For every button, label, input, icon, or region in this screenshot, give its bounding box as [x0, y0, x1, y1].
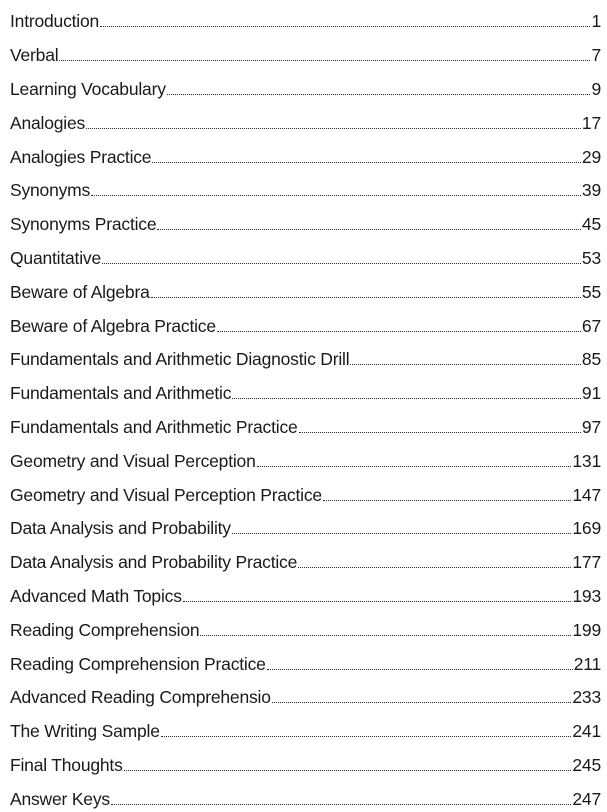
- toc-entry-page: 85: [581, 349, 601, 369]
- dot-leader: [91, 175, 581, 196]
- toc-entry-title: Advanced Reading Comprehensio: [10, 687, 271, 707]
- dot-leader: [161, 716, 572, 737]
- toc-entry-title: Learning Vocabulary: [10, 79, 166, 99]
- toc-entry-page: 131: [572, 451, 601, 471]
- toc-entry-title: The Writing Sample: [10, 721, 160, 741]
- dot-leader: [100, 6, 590, 27]
- toc-entry[interactable]: [10, 512, 601, 538]
- dot-leader: [124, 750, 572, 771]
- dot-leader: [232, 378, 581, 399]
- toc-entry[interactable]: [10, 715, 601, 741]
- toc-entry[interactable]: [10, 73, 601, 99]
- toc-entry[interactable]: [10, 276, 601, 302]
- toc-entry-title: Final Thoughts: [10, 755, 123, 775]
- toc-entry-page: 1: [591, 11, 601, 31]
- dot-leader: [167, 74, 591, 95]
- toc-entry-title: Fundamentals and Arithmetic: [10, 383, 232, 403]
- dot-leader: [299, 412, 581, 433]
- toc-entry[interactable]: [10, 783, 601, 809]
- toc-entry-page: 17: [581, 113, 601, 133]
- toc-entry-page: 169: [572, 518, 601, 538]
- toc-entry-page: 199: [572, 620, 601, 640]
- toc-entry[interactable]: [10, 174, 601, 200]
- toc-entry[interactable]: [10, 377, 601, 403]
- dot-leader: [232, 513, 572, 534]
- toc-entry-title: Data Analysis and Probability: [10, 518, 231, 538]
- dot-leader: [86, 108, 581, 129]
- toc-entry[interactable]: [10, 580, 601, 606]
- toc-entry[interactable]: [10, 242, 601, 268]
- toc-entry-title: Advanced Math Topics: [10, 586, 182, 606]
- toc-entry-title: Reading Comprehension: [10, 620, 200, 640]
- dot-leader: [111, 784, 571, 805]
- toc-entry-title: Fundamentals and Arithmetic Diagnostic Drill: [10, 349, 350, 369]
- toc-entry[interactable]: [10, 343, 601, 369]
- dot-leader: [350, 344, 581, 365]
- dot-leader: [267, 649, 573, 670]
- dot-leader: [157, 209, 581, 230]
- dot-leader: [200, 615, 571, 636]
- toc-entry-page: 97: [581, 417, 601, 437]
- dot-leader: [59, 40, 590, 61]
- toc-entry-page: 39: [581, 180, 601, 200]
- toc-entry-page: 247: [572, 789, 601, 809]
- toc-entry[interactable]: [10, 749, 601, 775]
- toc-entry-title: Geometry and Visual Perception Practice: [10, 485, 322, 505]
- toc-entry-page: 67: [581, 316, 601, 336]
- toc-entry-page: 177: [572, 552, 601, 572]
- toc-entry-title: Analogies: [10, 113, 86, 133]
- toc-entry-page: 241: [572, 721, 601, 741]
- toc-entry-title: Geometry and Visual Perception: [10, 451, 256, 471]
- toc-entry[interactable]: [10, 614, 601, 640]
- toc-entry-title: Quantitative: [10, 248, 101, 268]
- dot-leader: [102, 243, 581, 264]
- toc-entry-page: 7: [591, 45, 601, 65]
- dot-leader: [151, 277, 581, 298]
- toc-entry-title: Beware of Algebra Practice: [10, 316, 216, 336]
- toc-entry-page: 55: [581, 282, 601, 302]
- toc-entry[interactable]: [10, 681, 601, 707]
- toc-entry-title: Fundamentals and Arithmetic Practice: [10, 417, 298, 437]
- toc-entry-page: 193: [572, 586, 601, 606]
- dot-leader: [323, 480, 571, 501]
- toc-entry-title: Reading Comprehension Practice: [10, 654, 266, 674]
- toc-entry[interactable]: [10, 411, 601, 437]
- toc-entry-title: Introduction: [10, 11, 100, 31]
- toc-entry-page: 45: [581, 214, 601, 234]
- toc-entry[interactable]: [10, 310, 601, 336]
- toc-entry-page: 147: [572, 485, 601, 505]
- dot-leader: [272, 682, 572, 703]
- toc-entry-title: Synonyms: [10, 180, 91, 200]
- toc-entry-page: 53: [581, 248, 601, 268]
- dot-leader: [298, 547, 571, 568]
- toc-entry[interactable]: [10, 107, 601, 133]
- toc-entry-page: 91: [581, 383, 601, 403]
- toc-entry-title: Beware of Algebra: [10, 282, 150, 302]
- toc-entry-page: 233: [572, 687, 601, 707]
- dot-leader: [183, 581, 572, 602]
- toc-entry[interactable]: [10, 648, 601, 674]
- dot-leader: [257, 446, 572, 467]
- toc-entry[interactable]: [10, 546, 601, 572]
- toc-entry[interactable]: [10, 5, 601, 31]
- toc-entry-title: Data Analysis and Probability Practice: [10, 552, 298, 572]
- toc-entry-title: Synonyms Practice: [10, 214, 157, 234]
- toc-entry-title: Verbal: [10, 45, 59, 65]
- toc-entry[interactable]: [10, 479, 601, 505]
- toc-entry-title: Answer Keys: [10, 789, 110, 809]
- toc-entry-page: 29: [581, 147, 601, 167]
- toc-entry-page: 211: [573, 654, 601, 674]
- dot-leader: [152, 142, 581, 163]
- toc-entry[interactable]: [10, 445, 601, 471]
- toc-entry[interactable]: [10, 39, 601, 65]
- dot-leader: [217, 311, 581, 332]
- toc-entry[interactable]: [10, 141, 601, 167]
- toc-entry-page: 245: [572, 755, 601, 775]
- toc-entry-page: 9: [591, 79, 601, 99]
- toc-entry-title: Analogies Practice: [10, 147, 152, 167]
- toc-entry[interactable]: [10, 208, 601, 234]
